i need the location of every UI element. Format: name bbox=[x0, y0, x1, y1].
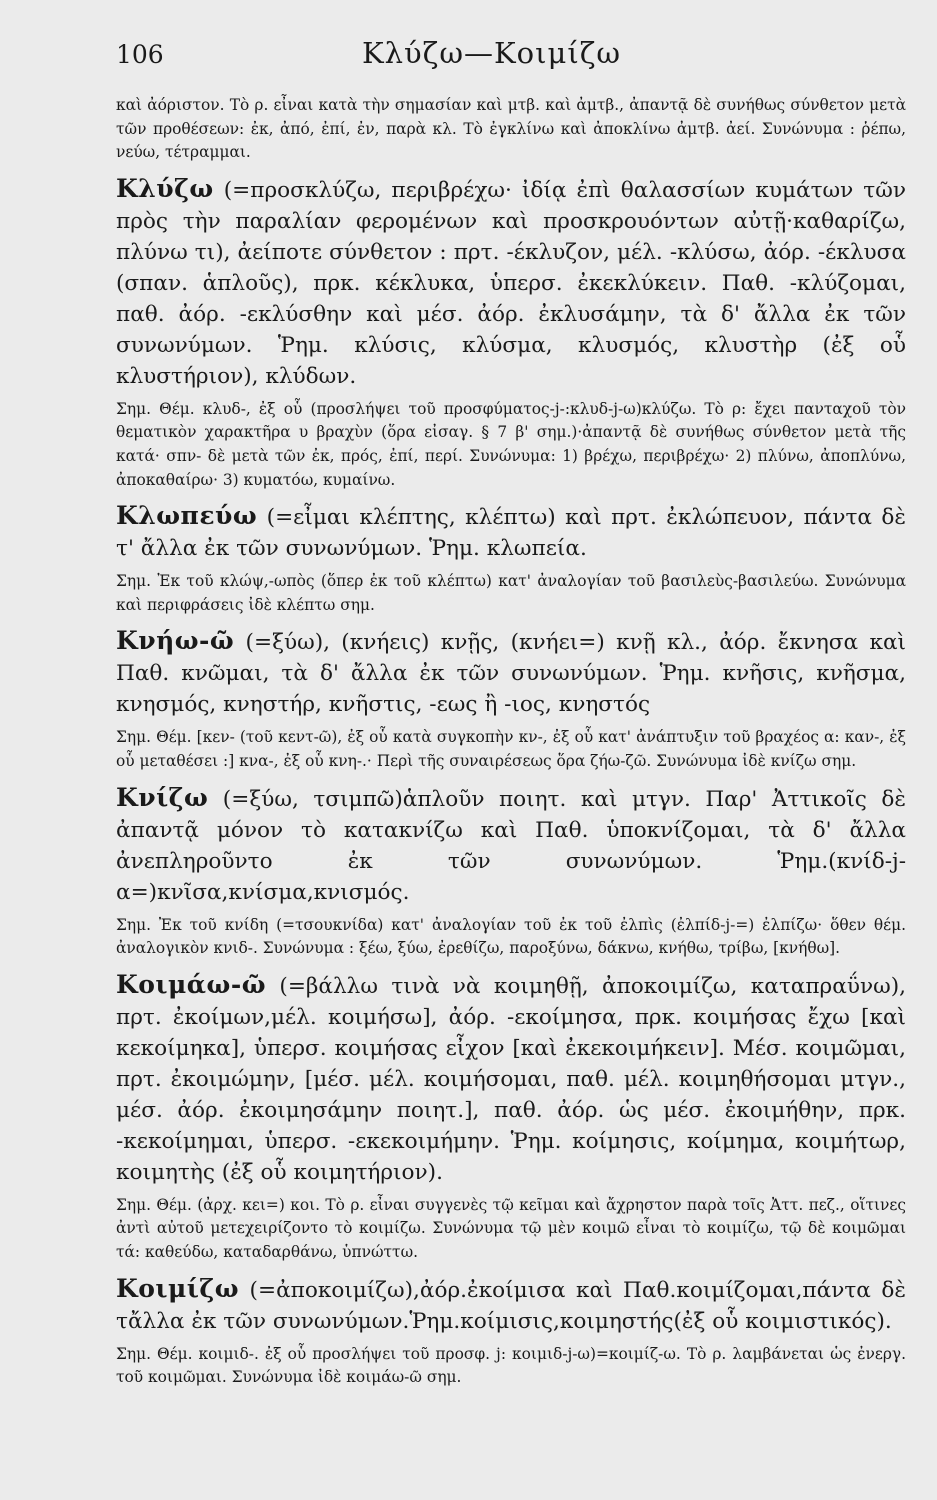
entry-paragraph bbox=[116, 500, 906, 564]
note-text: Σημ. Θέμ. κοιμιδ-. ἐξ οὗ προσλήψει τοῦ προσφ. j: κοιμιδ-j-ω)=κοιμίζ-ω. Τὸ ρ. λαμβάνεται ὡς ἐνεργ. τοῦ κοιμῶμαι. Συνώνυμα ἰδὲ κοιμάω-ῶ σημ. bbox=[116, 1344, 906, 1387]
entry-paragraph bbox=[116, 625, 906, 720]
note-paragraph bbox=[116, 1194, 906, 1265]
note-text: καὶ ἀόριστον. Τὸ ρ. εἶναι κατὰ τὴν σημασίαν καὶ μτβ. καὶ ἀμτβ., ἀπαντᾷ δὲ συνήθως σύνθετον μετὰ τῶν προθέσεων: ἐκ, ἀπό, ἐπί, ἐν, παρὰ κλ. Τὸ ἐγκλίνω καὶ ἀποκλίνω ἀμτβ. ἀεί. Συνώνυμα : ῥέπω, νεύω, τέτραμμαι. bbox=[116, 96, 906, 162]
entry-text: (=ξύω, τσιμπῶ)ἁπλοῦν ποιητ. καὶ μτγν. Παρ' Ἀττικοῖς δὲ ἀπαντᾷ μόνον τὸ κατακνίζω καὶ Παθ. ὑποκνίζομαι, τὰ δ' ἄλλα ἀνεπληροῦντο ἐκ τῶν συνωνύμων. Ῥημ.(κνίδ-j-α=)κνῖσα,κνίσμα,κνισμός. bbox=[116, 786, 906, 905]
headword: Κλύζω bbox=[116, 173, 214, 203]
note-paragraph bbox=[116, 1343, 906, 1390]
note-text: Σημ. Θέμ. (ἀρχ. κει=) κοι. Τὸ ρ. εἶναι συγγενὲς τῷ κεῖμαι καὶ ἄχρηστον παρὰ τοῖς Ἀττ. πεζ., οἵτινες ἀντὶ αὐτοῦ μετεχειρίζοντο τὸ κοιμίζω. Συνώνυμα τῷ μὲν κοιμῶ εἶναι τὸ κοιμίζω, τῷ δὲ κοιμῶμαι τά: καθεύδω, καταδαρθάνω, ὑπνώττω. bbox=[116, 1195, 906, 1261]
note-text: Σημ. Θέμ. κλυδ-, ἐξ οὗ (προσλήψει τοῦ προσφύματος-j-:κλυδ-j-ω)κλύζω. Τὸ ρ: ἔχει πανταχοῦ τὸν θεματικὸν χαρακτῆρα υ βραχὺν (ὅρα εἰσαγ. § 7 β' σημ.)·ἀπαντᾷ δὲ συνήθως σύνθετον μετὰ τῆς κατά· σπν- δὲ μετὰ τῶν ἐκ, πρός, ἐπί, περί. Συνώνυμα: 1) βρέχω, περιβρέχω· 2) πλύνω, ἀποπλύνω, ἀποκαθαίρω· 3) κυματόω, κυμαίνω. bbox=[116, 399, 906, 489]
entry-paragraph bbox=[116, 173, 906, 392]
headword: Κνήω-ῶ bbox=[116, 626, 235, 656]
entry-text: (=ξύω), (κνήεις) κνῇς, (κνήει=) κνῇ κλ., ἀόρ. ἔκνησα καὶ Παθ. κνῶμαι, τὰ δ' ἄλλα ἐκ τῶν συνωνύμων. Ῥημ. κνῆσις, κνῆσμα, κνησμός, κνηστήρ, κνῆστις, -εως ἢ -ιος, κνηστός bbox=[116, 630, 906, 718]
note-paragraph bbox=[116, 726, 906, 773]
entry-text: (=ἀποκοιμίζω),ἀόρ.ἐκοίμισα καὶ Παθ.κοιμίζομαι,πάντα δὲ τἄλλα ἐκ τῶν συνωνύμων.Ῥημ.κοίμισις,κοιμηστής(ἐξ οὗ κοιμιστικός). bbox=[116, 1277, 906, 1334]
note-text: Σημ. Ἐκ τοῦ κνίδη (=τσουκνίδα) κατ' ἀναλογίαν τοῦ ἐκ τοῦ ἐλπὶς (ἐλπίδ-j-=) ἐλπίζω· ὅθεν θέμ. ἀναλογικὸν κνιδ-. Συνώνυμα : ξέω, ξύω, ἐρεθίζω, παροξύνω, δάκνω, κνήθω, τρίβω, [κνήθω]. bbox=[116, 915, 906, 958]
running-head: Κλύζω—Κοιμίζω bbox=[361, 36, 622, 70]
note-text: Σημ. Ἐκ τοῦ κλώψ,-ωπὸς (ὅπερ ἐκ τοῦ κλέπτω) κατ' ἀναλογίαν τοῦ βασιλεὺς-βασιλεύω. Συνώνυμα καὶ περιφράσεις ἰδὲ κλέπτω σημ. bbox=[116, 572, 906, 614]
note-paragraph bbox=[116, 398, 906, 492]
headword: Κοιμάω-ῶ bbox=[116, 969, 267, 999]
note-text: Σημ. Θέμ. [κεν- (τοῦ κεντ-ῶ), ἐξ οὗ κατὰ συγκοπὴν κν-, ἐξ οὗ κατ' ἀνάπτυξιν τοῦ βραχέος α: καν-, ἐξ οὗ μεταθέσει :] κνα-, ἐξ οὗ κνη-.· Περὶ τῆς συναιρέσεως ὅρα ζήω-ζῶ. Συνώνυμα ἰδὲ κνίζω σημ. bbox=[116, 728, 906, 770]
note-paragraph bbox=[116, 914, 906, 961]
note-paragraph bbox=[116, 570, 906, 617]
page-header bbox=[116, 36, 867, 76]
headword: Κλωπεύω bbox=[116, 501, 258, 531]
entry-paragraph bbox=[116, 782, 906, 908]
page-number: 106 bbox=[116, 40, 164, 69]
note-paragraph bbox=[116, 94, 906, 165]
headword: Κοιμίζω bbox=[116, 1273, 240, 1303]
entry-paragraph bbox=[116, 1273, 906, 1337]
entry-paragraph bbox=[116, 969, 906, 1188]
entry-text: (=βάλλω τινὰ νὰ κοιμηθῇ, ἀποκοιμίζω, καταπραΰνω), πρτ. ἐκοίμων,μέλ. κοιμήσω], ἀόρ. -εκοίμησα, πρκ. κοιμήσας ἔχω [καὶ κεκοίμηκα], ὑπερσ. κοιμήσας εἶχον [καὶ ἐκεκοιμήκειν]. Μέσ. κοιμῶμαι, πρτ. ἐκοιμώμην, [μέσ. μέλ. κοιμήσομαι, παθ. μέλ. κοιμηθήσομαι μτγν., μέσ. ἀόρ. ἐκοιμησάμην ποιητ.], παθ. ἀόρ. ὡς μέσ. ἐκοιμήθην, πρκ. -κεκοίμημαι, ὑπερσ. -εκεκοιμήμην. Ῥημ. κοίμησις, κοίμημα, κοιμήτωρ, κοιμητὴς (ἐξ οὗ κοιμητήριον). bbox=[116, 973, 906, 1185]
entry-text: (=προσκλύζω, περιβρέχω· ἰδίᾳ ἐπὶ θαλασσίων κυμάτων τῶν πρὸς τὴν παραλίαν φερομένων καὶ προσκρουόντων αὐτῇ·καθαρίζω, πλύνω τι), ἀείποτε σύνθετον : πρτ. -έκλυζον, μέλ. -κλύσω, ἀόρ. -έκλυσα (σπαν. ἁπλοῦς), πρκ. κέκλυκα, ὑπερσ. ἐκεκλύκειν. Παθ. -κλύζομαι, παθ. ἀόρ. -εκλύσθην καὶ μέσ. ἀόρ. ἐκλυσάμην, τὰ δ' ἄλλα ἐκ τῶν συνωνύμων. Ῥημ. κλύσις, κλύσμα, κλυσμός, κλυστὴρ (ἐξ οὗ κλυστήριον), κλύδων. bbox=[116, 177, 906, 389]
dictionary-text bbox=[116, 94, 906, 1390]
entry-text: (=εἶμαι κλέπτης, κλέπτω) καὶ πρτ. ἐκλώπευον, πάντα δὲ τ' ἄλλα ἐκ τῶν συνωνύμων. Ῥημ. κλωπεία. bbox=[116, 505, 906, 562]
headword: Κνίζω bbox=[116, 782, 209, 812]
